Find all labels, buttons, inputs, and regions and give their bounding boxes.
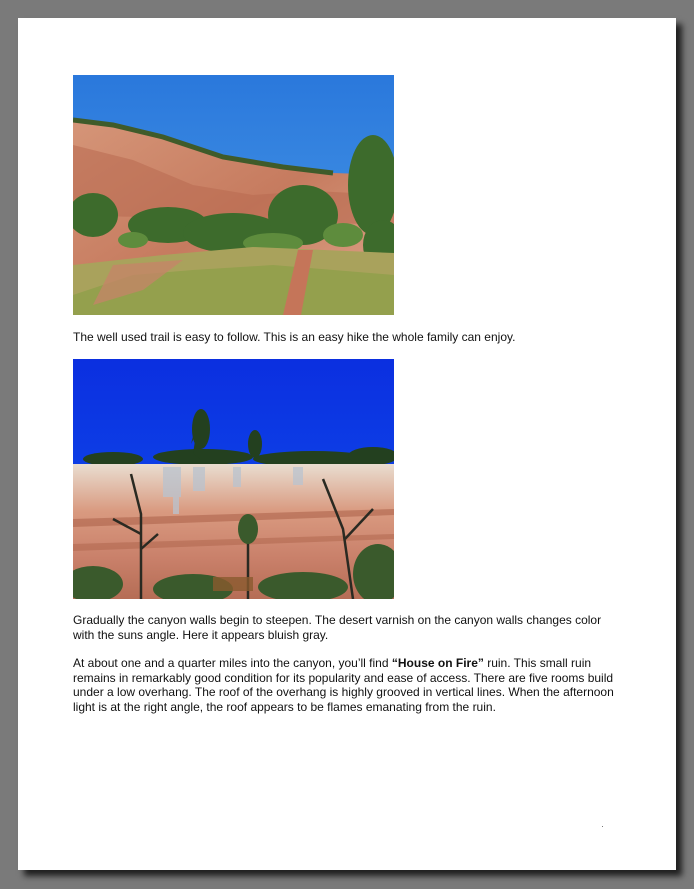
- document-page: [18, 18, 676, 870]
- paragraph-text-end: ruin. This small ruin remains in remarkably good condition for its popularity and ease of access. There are five rooms build under a low overhang. The roof of the overhang is highly grooved in vertical lines. When the afternoon light is at the right angle, the roof appears to be flames emanating from the ruin.: [73, 656, 614, 714]
- paragraph-text-start: At about one and a quarter miles into the canyon, you’ll find: [73, 656, 392, 670]
- house-on-fire-name: “House on Fire”: [391, 656, 484, 670]
- trail-caption: The well used trail is easy to follow. This is an easy hike the whole family can enjoy.: [73, 330, 516, 344]
- canyon-walls-paragraph: Gradually the canyon walls begin to steepen. The desert varnish on the canyon walls changes color with the suns angle. Here it appears bluish gray.: [73, 613, 602, 642]
- house-on-fire-paragraph: [73, 656, 623, 714]
- trail-photo: [73, 75, 394, 315]
- canyon-wall-photo: [73, 359, 394, 599]
- page-dot: [602, 826, 603, 827]
